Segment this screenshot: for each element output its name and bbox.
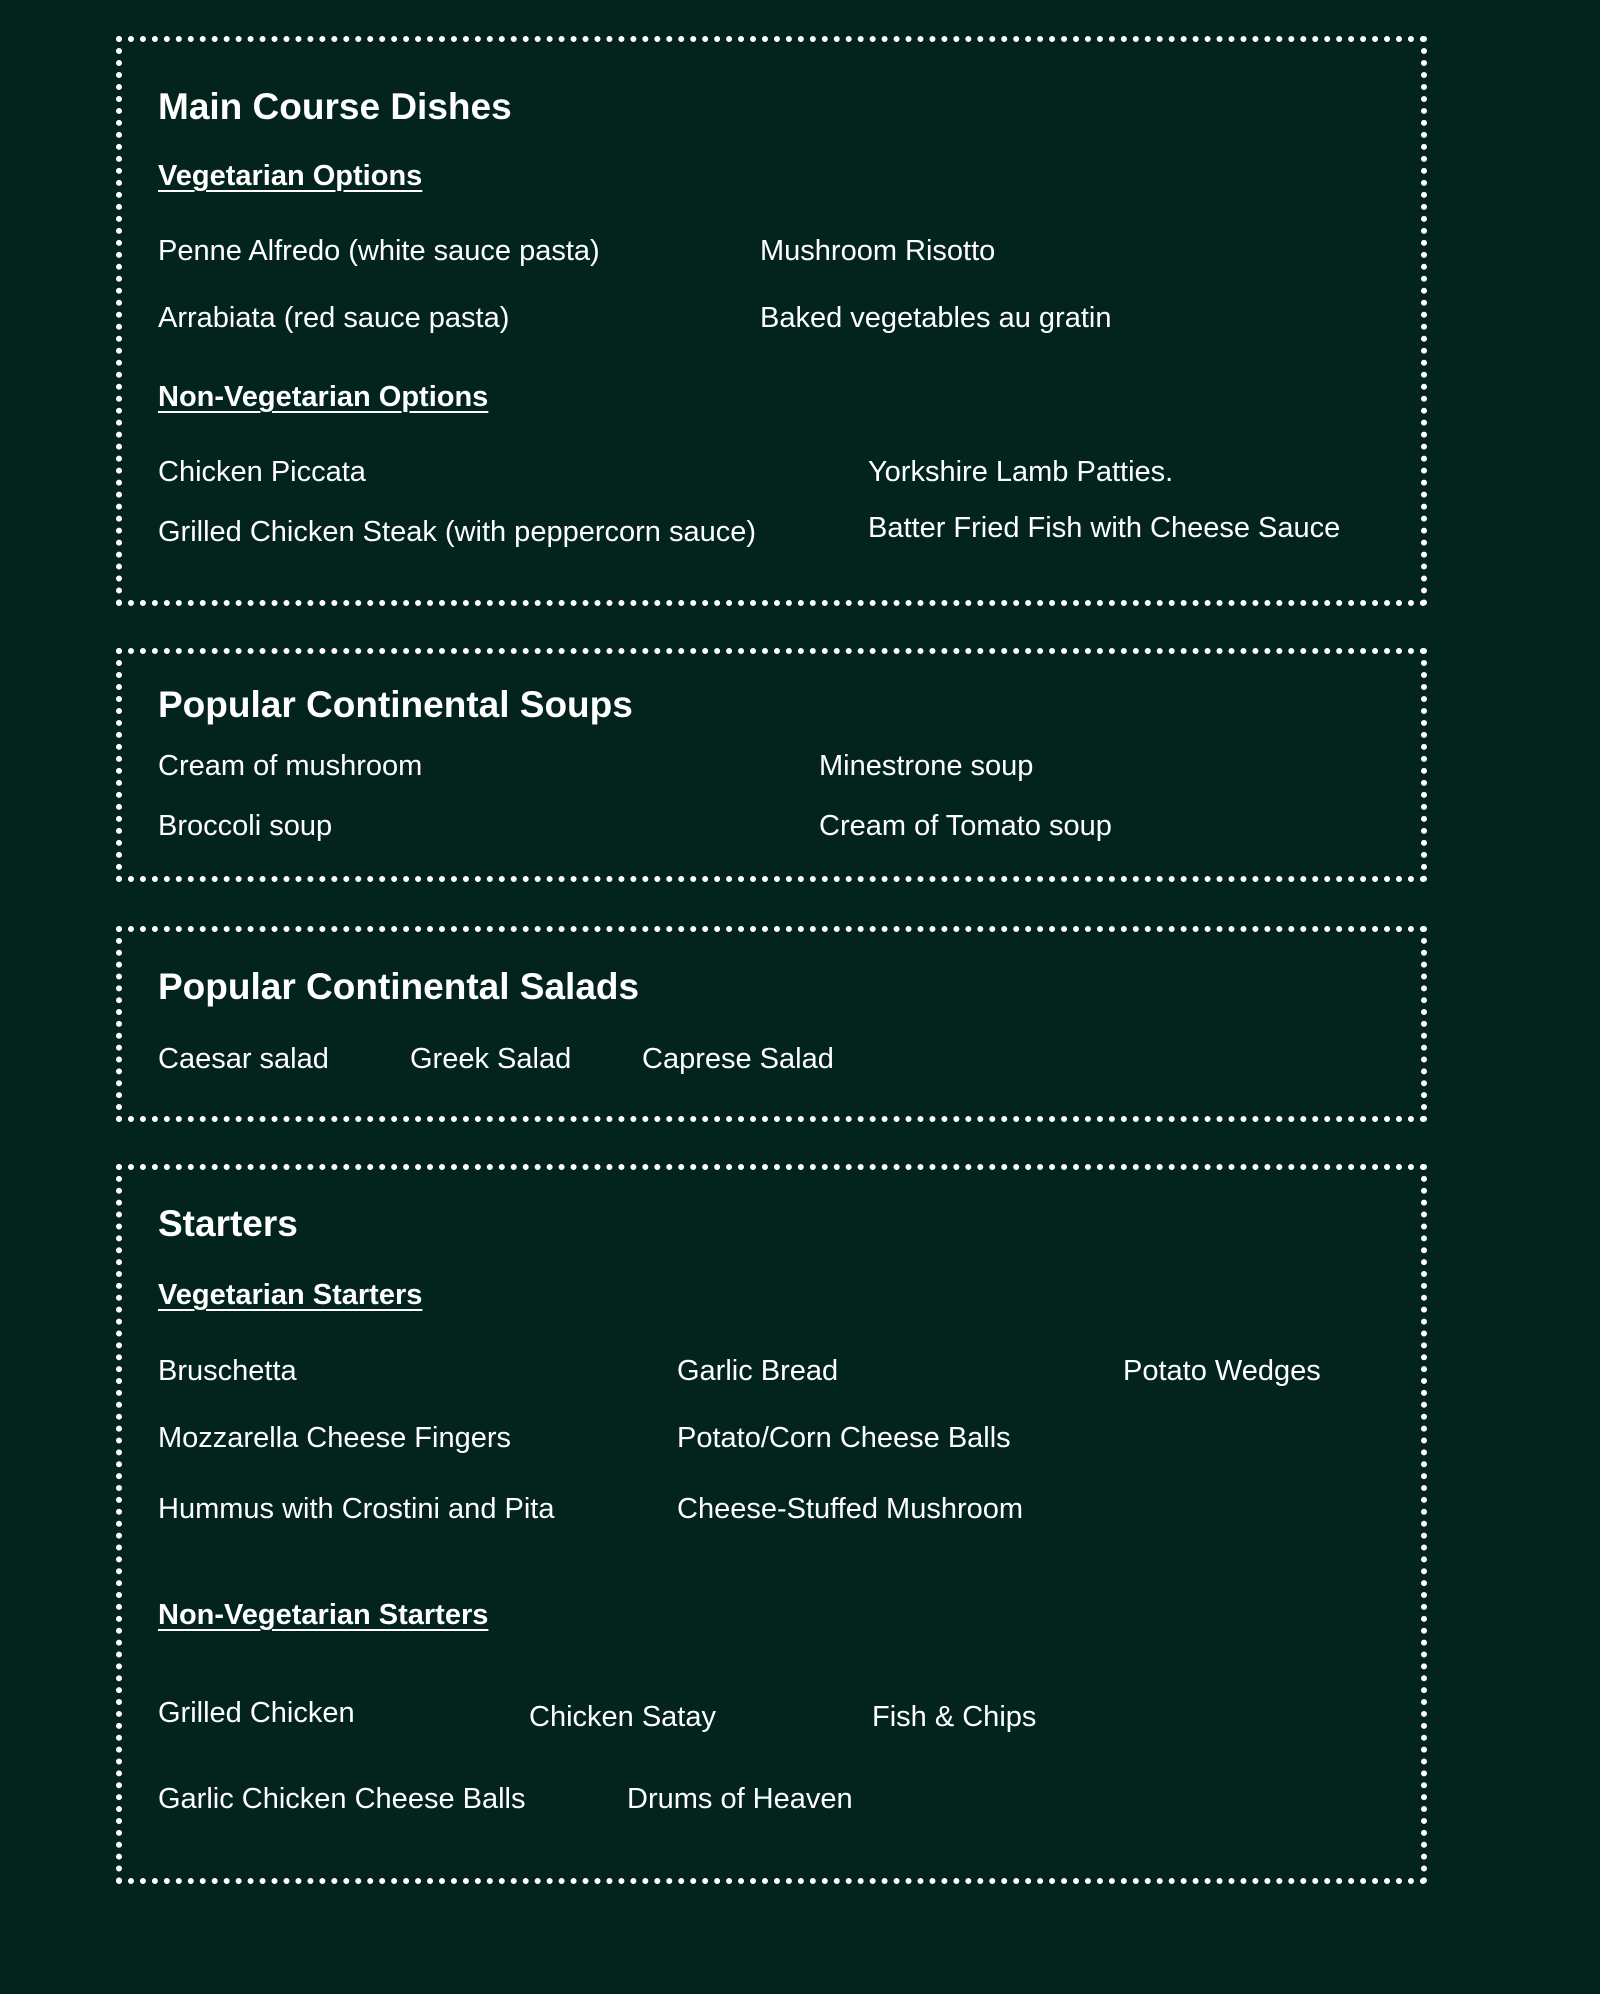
menu-item: Garlic Chicken Cheese Balls	[158, 1783, 526, 1815]
menu-item: Cheese-Stuffed Mushroom	[677, 1493, 1024, 1525]
menu-item: Grilled Chicken Steak (with peppercorn sauce)	[158, 516, 756, 548]
menu-item: Potato Wedges	[1123, 1355, 1321, 1387]
menu-item: Cream of mushroom	[158, 750, 423, 782]
menu-item: Penne Alfredo (white sauce pasta)	[158, 235, 600, 267]
menu-item: Caesar salad	[158, 1043, 329, 1075]
menu-item: Yorkshire Lamb Patties.	[868, 456, 1174, 488]
main-course-title: Main Course Dishes	[158, 86, 512, 127]
menu-item: Arrabiata (red sauce pasta)	[158, 302, 510, 334]
menu-item: Broccoli soup	[158, 810, 333, 842]
menu-item: Bruschetta	[158, 1355, 297, 1387]
soups-title: Popular Continental Soups	[158, 684, 633, 725]
menu-item: Drums of Heaven	[627, 1783, 853, 1815]
salads-section	[116, 926, 1427, 1122]
menu-item: Minestrone soup	[819, 750, 1034, 782]
menu-item: Chicken Satay	[529, 1701, 716, 1733]
menu-item: Garlic Bread	[677, 1355, 839, 1387]
menu-item: Batter Fried Fish with Cheese Sauce	[868, 512, 1341, 544]
menu-item: Chicken Piccata	[158, 456, 366, 488]
menu-item: Potato/Corn Cheese Balls	[677, 1422, 1011, 1454]
menu-item: Baked vegetables au gratin	[760, 302, 1112, 334]
menu-item: Hummus with Crostini and Pita	[158, 1493, 555, 1525]
non-vegetarian-options-heading: Non-Vegetarian Options	[158, 381, 489, 413]
starters-title: Starters	[158, 1203, 298, 1244]
salads-title: Popular Continental Salads	[158, 966, 640, 1007]
non-vegetarian-starters-heading: Non-Vegetarian Starters	[158, 1599, 489, 1631]
vegetarian-starters-heading: Vegetarian Starters	[158, 1279, 423, 1311]
menu-item: Mushroom Risotto	[760, 235, 996, 267]
menu-item: Cream of Tomato soup	[819, 810, 1112, 842]
vegetarian-options-heading: Vegetarian Options	[158, 160, 423, 192]
menu-item: Fish & Chips	[872, 1701, 1037, 1733]
menu-item: Grilled Chicken	[158, 1697, 355, 1729]
menu-item: Greek Salad	[410, 1043, 572, 1075]
menu-item: Mozzarella Cheese Fingers	[158, 1422, 511, 1454]
menu-item: Caprese Salad	[642, 1043, 834, 1075]
